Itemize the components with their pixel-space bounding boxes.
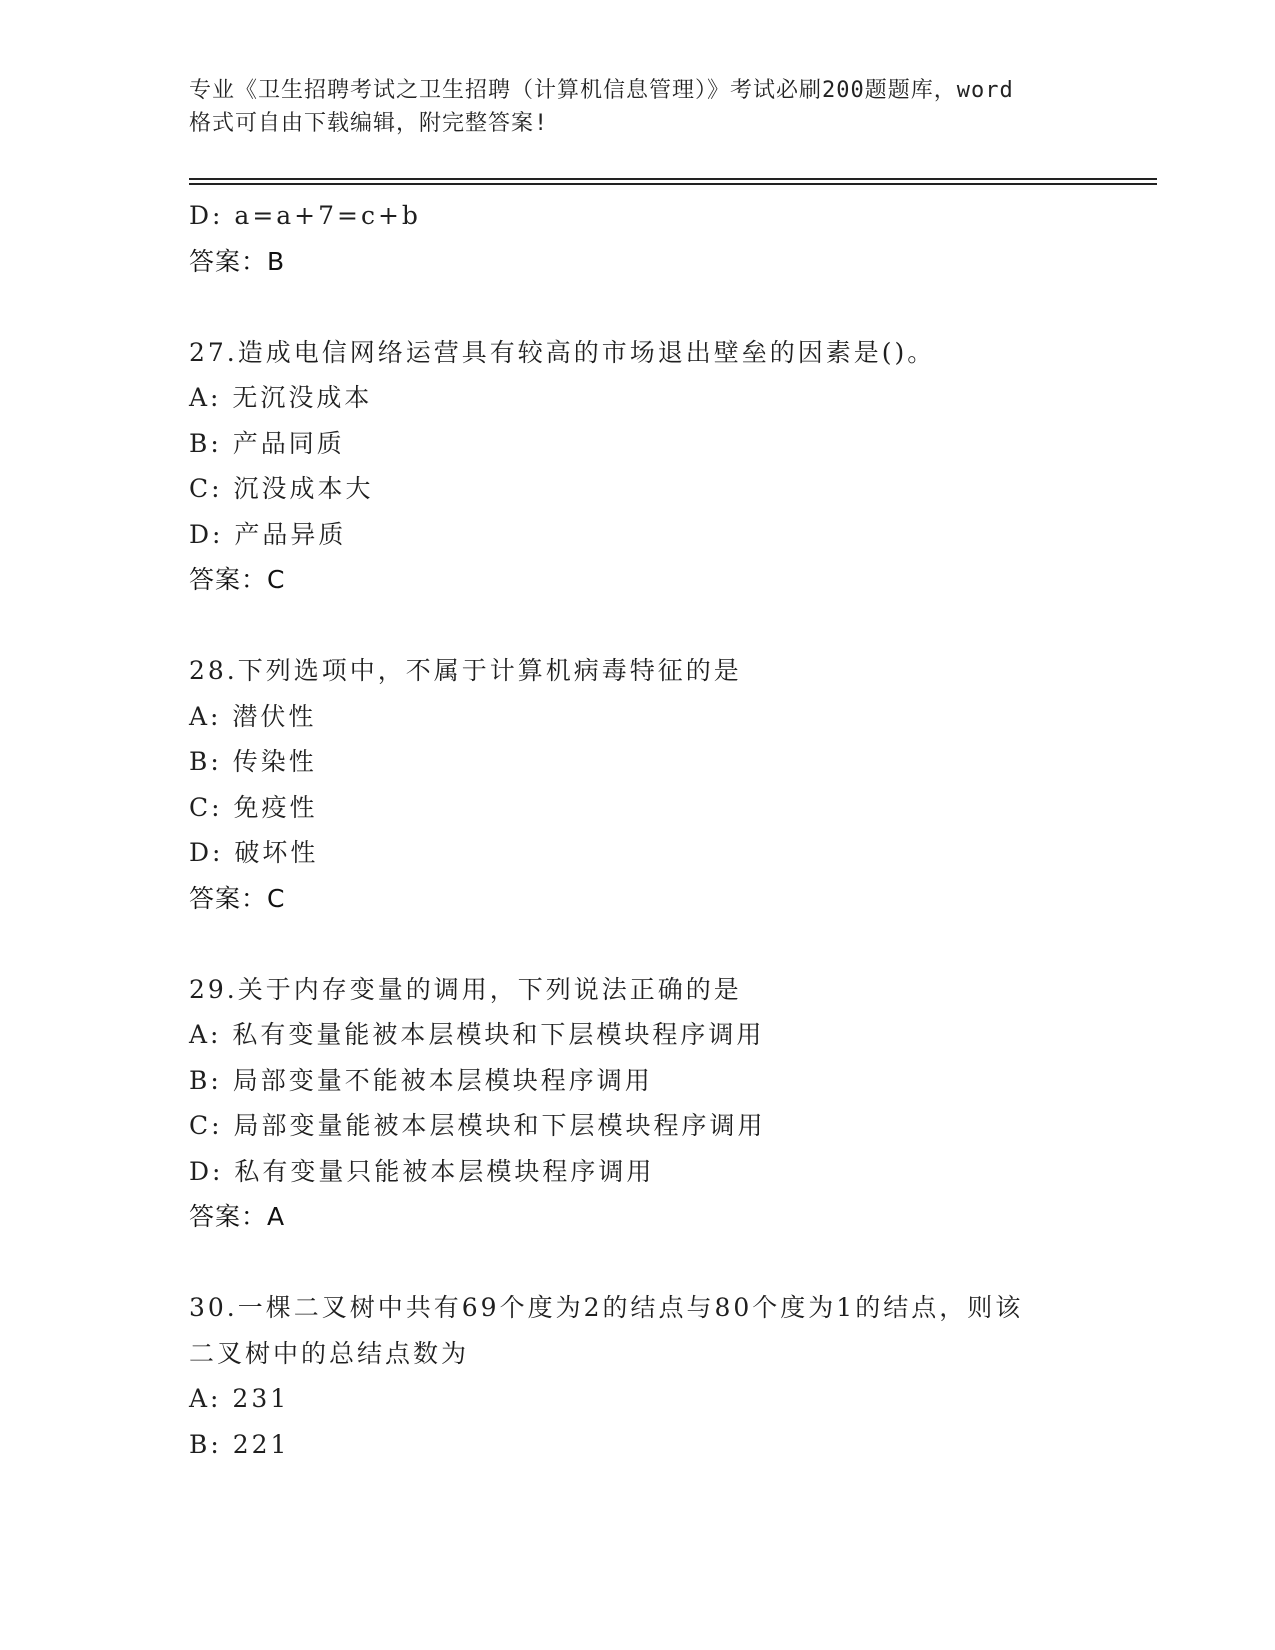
option-text: B: 局部变量不能被本层模块程序调用 bbox=[189, 1065, 653, 1095]
question-text: 30.一棵二叉树中共有69个度为2的结点与80个度为1的结点，则该 bbox=[189, 1293, 1024, 1322]
question-text: 27.造成电信网络运营具有较高的市场退出壁垒的因素是()。 bbox=[189, 337, 936, 367]
answer-line: 答案：C bbox=[189, 883, 286, 913]
document-header bbox=[189, 74, 1089, 140]
header-rule-top bbox=[189, 178, 1157, 180]
option-text: C: 局部变量能被本层模块和下层模块程序调用 bbox=[189, 1111, 766, 1140]
option-text: A: 231 bbox=[189, 1384, 290, 1413]
option-text: D: 私有变量只能被本层模块程序调用 bbox=[189, 1156, 655, 1186]
question-list bbox=[189, 193, 1089, 1467]
option-text: A: 无沉没成本 bbox=[189, 383, 373, 412]
spacer bbox=[189, 1240, 1089, 1286]
spacer bbox=[189, 603, 1089, 649]
option-text: D: 产品异质 bbox=[189, 519, 347, 549]
answer-line: 答案：C bbox=[189, 565, 286, 594]
option-text: D: a=a+7=c+b bbox=[189, 201, 421, 230]
option-text: B: 传染性 bbox=[189, 747, 317, 776]
header-title-line-1: 专业《卫生招聘考试之卫生招聘（计算机信息管理）》考试必刷200题题库，word bbox=[189, 78, 1014, 103]
spacer bbox=[189, 284, 1089, 330]
option-text: A: 潜伏性 bbox=[189, 701, 317, 731]
header-title-line-2: 格式可自由下载编辑，附完整答案! bbox=[189, 111, 549, 136]
option-text: C: 沉没成本大 bbox=[189, 474, 374, 503]
option-text: C: 免疫性 bbox=[189, 792, 318, 822]
option-text: A: 私有变量能被本层模块和下层模块程序调用 bbox=[189, 1020, 765, 1049]
option-text: B: 产品同质 bbox=[189, 428, 345, 458]
header-rule-bottom bbox=[189, 183, 1157, 185]
question-text: 29.关于内存变量的调用，下列说法正确的是 bbox=[189, 974, 742, 1004]
option-text: B: 221 bbox=[189, 1429, 290, 1459]
spacer bbox=[189, 921, 1089, 967]
answer-line: 答案：A bbox=[189, 1202, 286, 1231]
question-text: 二叉树中的总结点数为 bbox=[189, 1338, 470, 1368]
answer-line: 答案：B bbox=[189, 246, 286, 276]
question-text: 28.下列选项中，不属于计算机病毒特征的是 bbox=[189, 656, 742, 685]
option-text: D: 破坏性 bbox=[189, 838, 319, 867]
